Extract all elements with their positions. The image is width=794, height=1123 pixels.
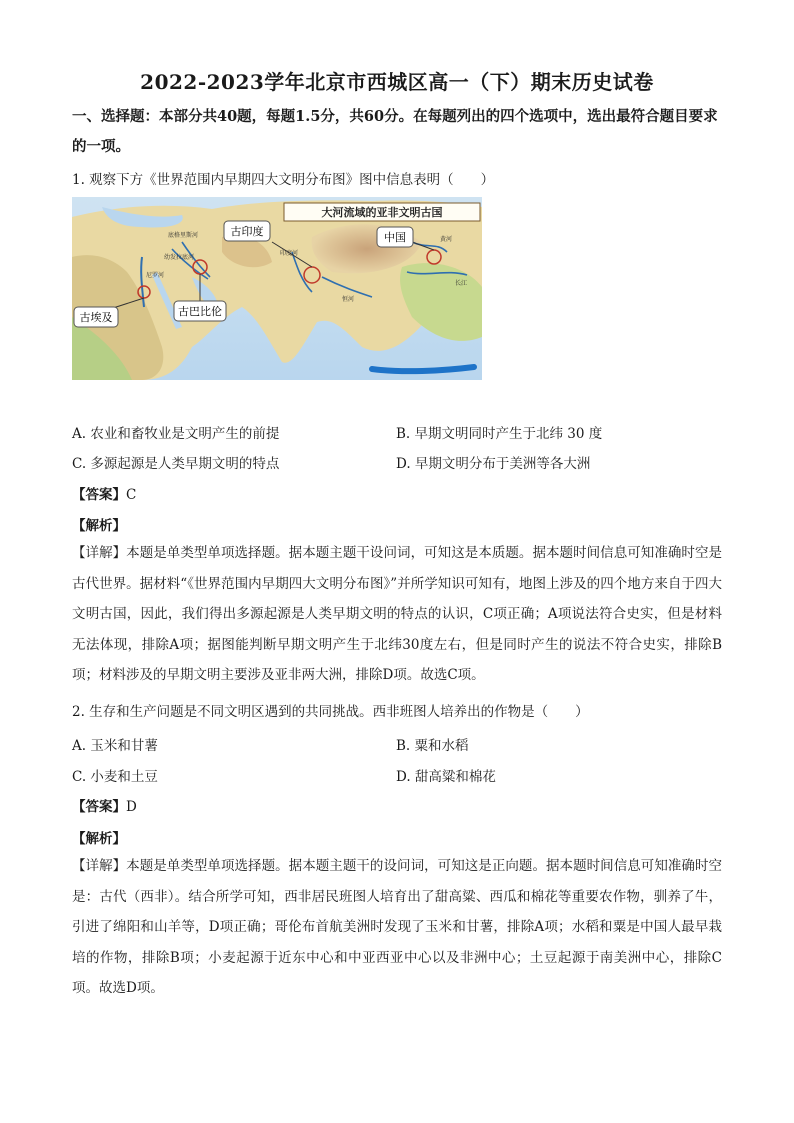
label-ancient-india: 古印度 — [230, 225, 264, 238]
map-image — [72, 197, 482, 380]
q2-analysis-tag: 【解析】 — [72, 831, 126, 847]
q1-answer-tag: 【答案】 — [72, 487, 126, 503]
river-label-yangtze: 长江 — [455, 280, 468, 287]
q2-answer — [72, 795, 137, 815]
q1-option-b: B. 早期文明同时产生于北纬 30 度 — [396, 426, 603, 442]
section-heading: 一、选择题：本部分共40题，每题1.5分，共60分。在每题列出的四个选项中，选出最符合题目要求的一项。 — [72, 108, 718, 155]
q1-option-d: D. 早期文明分布于美洲等各大洲 — [396, 456, 591, 472]
q1-answer — [72, 483, 136, 503]
q2-option-a: A. 玉米和甘薯 — [72, 738, 158, 754]
q2-option-c: C. 小麦和土豆 — [72, 769, 158, 785]
ancient-civilizations-map — [72, 197, 482, 380]
q1-option-c: C. 多源起源是人类早期文明的特点 — [72, 456, 280, 472]
label-babylon: 古巴比伦 — [178, 305, 222, 318]
q1-detail: 【详解】本题是单类型单项选择题。据本题主题干设问词，可知这是本质题。据本题时间信息可知准确时空是古代世界。据材料“《世界范围内早期四大文明分布图》”并所学知识可知有，地图上涉及的四个地方来自于四大文明古国，因此，我们得出多源起源是人类早期文明的特点的认识，C项正确；A项说法符合史实，但是材料无法体现，排除A项；据图能判断早期文明产生于北纬30度左右，但是同时产生的说法不符合史实，排除B项；材料涉及的早期文明主要涉及亚非两大洲，排除D项。故选C项。 — [72, 545, 722, 683]
river-label-yellow: 黄河 — [440, 236, 453, 243]
q1-answer-value: C — [126, 487, 137, 503]
map-banner: 大河流域的亚非文明古国 — [321, 206, 443, 219]
q2-detail: 【详解】本题是单类型单项选择题。据本题主题干的设问词，可知这是正向题。据本题时间信息可知准确时空是：古代（西非）。结合所学可知，西非居民班图人培育出了甜高粱、西瓜和棉花等重要农作物，驯养了牛，引进了绵阳和山羊等，D项正确；哥伦布首航美洲时发现了玉米和甘薯，排除A项；水稻和粟是中国人最早栽培的作物，排除B项；小麦起源于近东中心和中亚西亚中心以及非洲中心；土豆起源于南美洲中心，排除C项。故选D项。 — [72, 858, 722, 996]
q2-answer-value: D — [126, 799, 137, 815]
label-china: 中国 — [384, 231, 406, 244]
q1-analysis-tag: 【解析】 — [72, 518, 126, 534]
river-label-indus: 印度河 — [280, 250, 299, 257]
river-label-euphrates: 幼发拉底河 — [164, 254, 195, 261]
page-title: 2022-2023学年北京市西城区高一（下）期末历史试卷 — [140, 70, 654, 94]
q2-answer-tag: 【答案】 — [72, 799, 126, 815]
label-ancient-egypt: 古埃及 — [79, 311, 113, 324]
river-label-nile: 尼罗河 — [146, 272, 165, 279]
river-label-ganges: 恒河 — [342, 296, 355, 303]
river-label-tigris: 底格里斯河 — [168, 232, 199, 239]
q1-option-a: A. 农业和畜牧业是文明产生的前提 — [72, 426, 280, 442]
q2-option-b: B. 粟和水稻 — [396, 738, 469, 754]
q2-option-d: D. 甜高粱和棉花 — [396, 769, 496, 785]
question-2-stem: 2. 生存和生产问题是不同文明区遇到的共同挑战。西非班图人培养出的作物是（ ） — [72, 704, 589, 720]
question-1-stem: 1. 观察下方《世界范围内早期四大文明分布图》图中信息表明（ ） — [72, 172, 495, 188]
